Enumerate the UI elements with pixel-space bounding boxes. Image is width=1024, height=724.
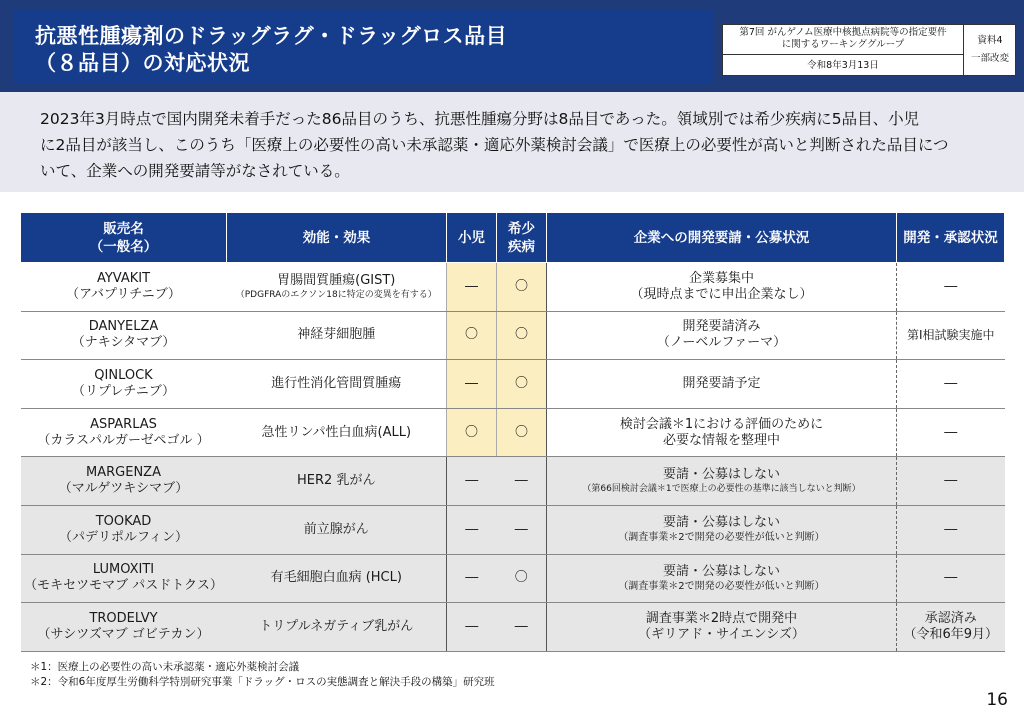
request-text: 要請・公募はしない [662,467,780,483]
status-cell: ― [897,360,1005,409]
rare-cell: 〇 [497,408,547,457]
table-row [21,408,1005,457]
drug-name-cell [21,505,227,554]
drug-status-table [20,212,1005,652]
request-note: （ギリアド・サイエンシズ） [638,626,805,642]
footnote-2: ＊2：令和6年度厚生労働科学特別研究事業「ドラッグ・ロスの実態調査と解決手段の構築」研究班 [30,676,495,688]
status-cell: ― [897,505,1005,554]
drug-name-cell [21,408,227,457]
effect-cell: 前立腺がん [227,505,447,554]
request-text: 検討会議＊1における評価のために [619,416,824,432]
pediatric-cell: ― [447,263,497,312]
summary-line1: 2023年3月時点で国内開発未着手だった86品目のうち、抗悪性腫瘍分野は8品目であった。領域別では希少疾病に5品目、小児 [40,110,920,128]
drug-generic-name: （カラスパルガーゼペゴル ） [37,432,210,448]
drug-name-cell [21,603,227,652]
footnotes [30,660,495,690]
request-note: （現時点までに申出企業なし） [630,286,813,302]
request-text: 要請・公募はしない [662,563,780,579]
pediatric-cell: ― [447,360,497,409]
request-cell [547,554,897,603]
drug-name: MARGENZA [86,465,161,481]
drug-name: TRODELVY [89,610,158,626]
drug-generic-name: （サシツズマブ ゴビテカン） [37,626,210,642]
effect-note: （PDGFRAのエクソン18に特定の変異を有する） [235,289,437,300]
drug-name: QINLOCK [94,367,153,383]
rare-cell: ― [497,603,547,652]
drug-name: TOOKAD [95,513,152,529]
drug-generic-name: （リプレチニブ） [71,383,176,399]
table-row [21,505,1005,554]
table-row [21,457,1005,506]
rare-cell: 〇 [497,263,547,312]
pediatric-cell: 〇 [447,408,497,457]
rare-cell: 〇 [497,360,547,409]
pediatric-cell: ― [447,603,497,652]
request-cell [547,311,897,360]
meeting-divider [723,54,963,55]
request-text: 要請・公募はしない [662,515,780,531]
table-row [21,263,1005,312]
pediatric-cell: ― [447,505,497,554]
status-cell: ― [897,457,1005,506]
table-row [21,311,1005,360]
footnote-1: ＊1：医療上の必要性の高い未承認薬・適応外薬検討会議 [30,661,300,673]
drug-name-cell [21,311,227,360]
table-row [21,603,1005,652]
meeting-date: 令和8年3月13日 [807,60,879,71]
request-note: 必要な情報を整理中 [662,432,780,448]
request-cell [547,263,897,312]
drug-name: DANYELZA [88,319,159,335]
header-rare-line1: 希少 [508,220,535,237]
header-rare-line2: 疾病 [508,238,535,255]
document-revision: 一部改変 [970,53,1009,64]
drug-name: AYVAKIT [96,270,151,286]
rare-cell: 〇 [497,554,547,603]
effect-cell: 急性リンパ性白血病(ALL) [227,408,447,457]
drug-generic-name: （アバプリチニブ） [66,286,181,302]
drug-generic-name: （パデリポルフィン） [59,529,188,545]
request-text: 調査事業＊2時点で開発中 [645,610,798,626]
header-name [21,213,227,263]
drug-name-cell [21,360,227,409]
summary-line2: に2品目が該当し、このうち「医療上の必要性の高い未承認薬・適応外薬検討会議」で医療上の必要性が高いと判断された品目につ [40,136,949,154]
meeting-info-box [722,24,1016,76]
pediatric-cell: ― [447,457,497,506]
effect-cell: トリプルネガティブ乳がん [227,603,447,652]
table-header-row [21,213,1005,263]
header-effect: 効能・効果 [227,213,447,263]
page-number: 16 [986,690,1008,710]
header-status: 開発・承認状況 [897,213,1005,263]
drug-name-cell [21,263,227,312]
meeting-name-line2: に関するワーキンググループ [781,39,905,50]
drug-name: ASPARLAS [90,416,157,432]
rare-cell: ― [497,505,547,554]
meeting-name-line1: 第7回 がんゲノム医療中核拠点病院等の指定要件 [739,27,947,38]
page-title-line1: 抗悪性腫瘍剤のドラッグラグ・ドラッグロス品目 [35,24,508,48]
drug-name-cell [21,554,227,603]
header-pediatric: 小児 [447,213,497,263]
request-cell: 開発要請予定 [547,360,897,409]
rare-cell: ― [497,457,547,506]
pediatric-cell: 〇 [447,311,497,360]
pediatric-cell: ― [447,554,497,603]
request-cell [547,603,897,652]
request-note: （ノーベルファーマ） [656,335,787,351]
request-cell [547,457,897,506]
header-name-line2: （一般名） [89,238,158,255]
status-note: （令和6年9月） [903,626,999,642]
request-text: 開発要請済み [682,319,761,335]
effect-cell: 有毛細胞白血病 (HCL) [227,554,447,603]
drug-generic-name: （ナキシタマブ） [71,335,176,351]
table-row [21,360,1005,409]
drug-name: LUMOXITI [92,562,155,578]
request-cell [547,505,897,554]
status-cell [897,603,1005,652]
status-cell: ― [897,408,1005,457]
effect-text: 胃腸間質腫瘍(GIST) [277,272,396,288]
header-request: 企業への開発要請・公募状況 [547,213,897,263]
page-title-line2: （８品目）の対応状況 [35,51,250,75]
request-text: 企業募集中 [688,270,754,286]
request-cell [547,408,897,457]
request-note: （第66回検討会議＊1で医療上の必要性の基準に該当しないと判断） [582,484,861,495]
meeting-vertical-divider [963,25,964,75]
summary-text [0,92,1024,192]
status-cell: 第Ⅰ相試験実施中 [897,311,1005,360]
summary-line3: いて、企業への開発要請等がなされている。 [40,162,350,180]
effect-cell: HER2 乳がん [227,457,447,506]
drug-name-cell [21,457,227,506]
request-note: （調査事業＊2で開発の必要性が低いと判断） [618,580,825,592]
header-rare [497,213,547,263]
document-number: 資料4 [977,35,1003,46]
effect-cell [227,263,447,312]
rare-cell: 〇 [497,311,547,360]
header-name-line1: 販売名 [103,220,144,237]
request-note: （調査事業＊2で開発の必要性が低いと判断） [618,532,825,544]
table-row [21,554,1005,603]
effect-cell: 神経芽細胞腫 [227,311,447,360]
status-text: 承認済み [924,610,977,626]
status-cell: ― [897,263,1005,312]
status-cell: ― [897,554,1005,603]
drug-generic-name: （マルゲツキシマブ） [58,481,189,497]
effect-cell: 進行性消化管間質腫瘍 [227,360,447,409]
page-title [14,10,714,84]
drug-generic-name: （モキセツモマブ パスドトクス） [24,578,223,594]
